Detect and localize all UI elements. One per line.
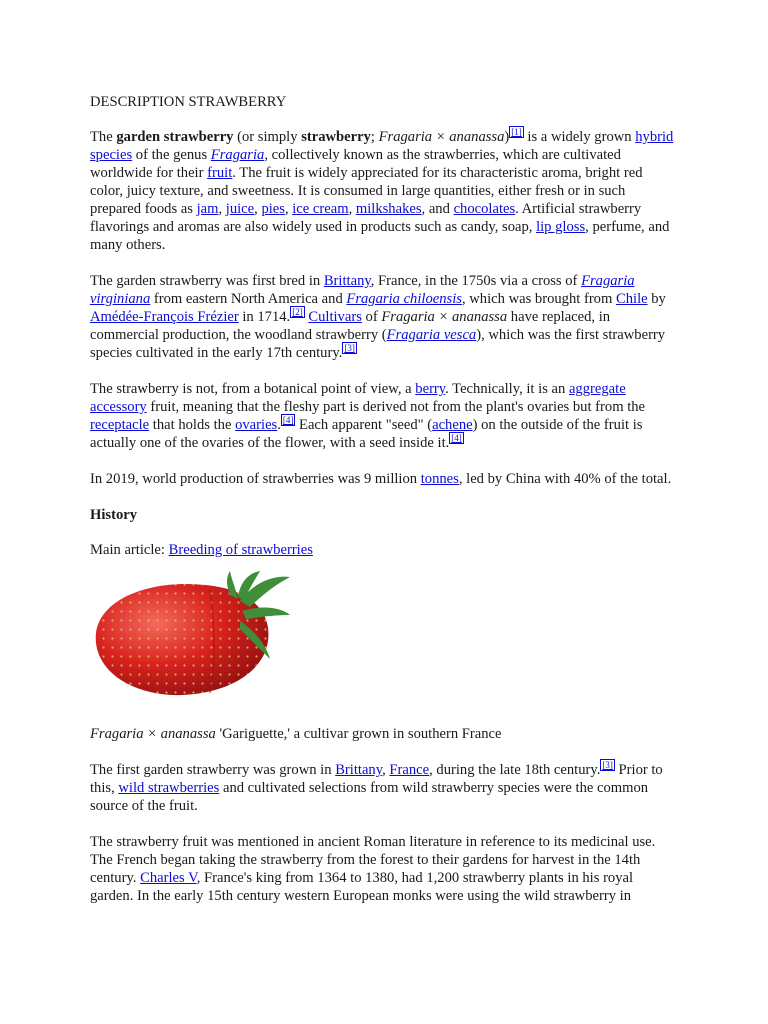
text: .	[277, 417, 281, 433]
text: . The fruit is widely appreciated for its characteristic aroma, bright red color, juicy texture, and sweetness. It is consumed in large quantities, either fresh or in such prepared foods as	[90, 165, 643, 217]
text: Each apparent "seed" (	[295, 417, 433, 433]
citation-link[interactable]: [3]	[344, 343, 355, 354]
link-berry[interactable]: berry	[415, 381, 446, 397]
link-jam[interactable]: jam	[196, 201, 219, 217]
text: The	[90, 129, 117, 145]
strawberry-illustration	[90, 571, 290, 701]
strawberry-image	[90, 571, 290, 701]
text: of the genus	[132, 147, 211, 163]
text: ) on the outside of the fruit is actually one of the ovaries of the flower, with a seed inside it.	[90, 417, 643, 451]
bold-term: garden strawberry	[116, 129, 234, 145]
text: ,	[218, 201, 226, 217]
link-brittany[interactable]: Brittany	[335, 762, 383, 778]
text: . Artificial strawberry flavorings and aromas are also widely used in products such as candy, soap,	[90, 201, 642, 235]
citation-ref	[290, 306, 305, 318]
citation-ref	[281, 414, 296, 426]
citation-link[interactable]: [2]	[292, 307, 303, 318]
text: and cultivated selections from wild strawberry species were the common source of the fruit.	[90, 780, 649, 814]
text: 'Gariguette,' a cultivar grown in southern France	[215, 726, 502, 742]
paragraph-production	[90, 470, 678, 488]
text: )	[504, 129, 510, 145]
link-hybrid-species[interactable]: hybrid species	[90, 129, 674, 163]
text: , perfume, and many others.	[90, 219, 670, 253]
citation-link[interactable]: [1]	[511, 127, 522, 138]
text: , led by China with 40% of the total.	[458, 471, 672, 487]
citation-ref	[600, 759, 615, 771]
text: ,	[284, 201, 293, 217]
paragraph-botany	[90, 380, 678, 452]
italic-term: Fragaria × ananassa	[378, 129, 505, 145]
document-title: DESCRIPTION STRAWBERRY	[90, 94, 287, 110]
citation-link[interactable]: [4]	[282, 415, 294, 426]
text: , which was brought from	[461, 291, 616, 307]
link-fragaria[interactable]: Fragaria	[210, 147, 265, 163]
paragraph-intro	[90, 128, 678, 254]
link-fragaria-chiloensis[interactable]: Fragaria chiloensis	[346, 291, 462, 307]
link-wild-strawberries[interactable]: wild strawberries	[118, 780, 220, 796]
link-charles-v[interactable]: Charles V	[140, 870, 197, 886]
link-ice-cream[interactable]: ice cream	[292, 201, 349, 217]
text: , and	[421, 201, 454, 217]
paragraph-first-garden	[90, 761, 678, 815]
citation-link[interactable]: [3]	[602, 760, 613, 771]
italic-term: Fragaria × ananassa	[90, 726, 216, 742]
text: Prior to this,	[90, 762, 663, 796]
text: of	[361, 309, 382, 325]
italic-term: Fragaria × ananassa	[381, 309, 508, 325]
link-frezier[interactable]: Amédée-François Frézier	[90, 309, 239, 325]
text: ;	[370, 129, 379, 145]
link-brittany[interactable]: Brittany	[323, 273, 371, 289]
citation-ref	[449, 432, 464, 444]
link-ovaries[interactable]: ovaries	[235, 417, 278, 433]
text: , collectively known as the strawberries, which are cultivated worldwide for their	[90, 147, 621, 181]
text: from eastern North America and	[150, 291, 347, 307]
text: (or simply	[233, 129, 302, 145]
text: is a widely grown	[523, 129, 636, 145]
paragraph-roman	[90, 833, 678, 905]
text: Main article:	[90, 542, 169, 558]
text: in 1714.	[238, 309, 291, 325]
link-fruit[interactable]: fruit	[207, 165, 233, 181]
link-milkshakes[interactable]: milkshakes	[355, 201, 422, 217]
figure-caption	[90, 725, 678, 743]
link-juice[interactable]: juice	[225, 201, 255, 217]
text: ,	[348, 201, 356, 217]
link-aggregate-accessory[interactable]: aggregate accessory	[90, 381, 626, 415]
text: that holds the	[149, 417, 236, 433]
text: , France's king from 1364 to 1380, had 1,200 strawberry plants in his royal garden. In the early 15th century western European monks were using the wild strawberry in	[90, 870, 634, 904]
text: by	[647, 291, 666, 307]
text: . Technically, it is an	[445, 381, 569, 397]
text: , during the late 18th century.	[429, 762, 601, 778]
text: The first garden strawberry was grown in	[90, 762, 336, 778]
paragraph-breeding	[90, 272, 678, 362]
link-pies[interactable]: pies	[261, 201, 285, 217]
link-breeding-of-strawberries[interactable]: Breeding of strawberries	[168, 542, 313, 558]
text: The strawberry is not, from a botanical point of view, a	[90, 381, 416, 397]
link-lip-gloss[interactable]: lip gloss	[536, 219, 586, 235]
citation-ref	[509, 126, 524, 138]
main-article-note	[90, 541, 678, 559]
link-chocolates[interactable]: chocolates	[453, 201, 516, 217]
link-achene[interactable]: achene	[432, 417, 473, 433]
text: ), which was the first strawberry species cultivated in the early 17th century.	[90, 327, 666, 361]
link-fragaria-virginiana[interactable]: Fragaria virginiana	[90, 273, 635, 307]
text: , France, in the 1750s via a cross of	[370, 273, 582, 289]
link-tonnes[interactable]: tonnes	[420, 471, 459, 487]
link-france[interactable]: France	[389, 762, 430, 778]
section-heading-history: History	[90, 507, 138, 523]
text: have replaced, in commercial production, the woodland strawberry (	[90, 309, 611, 343]
text: The strawberry fruit was mentioned in ancient Roman literature in reference to its medicinal use. The French began taking the strawberry from the forest to their gardens for harvest in the 14th century.	[90, 834, 656, 886]
text: The garden strawberry was first bred in	[90, 273, 324, 289]
citation-ref	[342, 342, 357, 354]
bold-term: strawberry	[301, 129, 371, 145]
text: ,	[254, 201, 262, 217]
link-chile[interactable]: Chile	[615, 291, 648, 307]
link-receptacle[interactable]: receptacle	[90, 417, 150, 433]
text: In 2019, world production of strawberries was 9 million	[90, 471, 421, 487]
link-fragaria-vesca[interactable]: Fragaria vesca	[386, 327, 477, 343]
link-cultivars[interactable]: Cultivars	[308, 309, 362, 325]
text: fruit, meaning that the fleshy part is derived not from the plant's ovaries but from the	[146, 399, 646, 415]
text: ,	[382, 762, 390, 778]
citation-link[interactable]: [4]	[451, 433, 462, 444]
